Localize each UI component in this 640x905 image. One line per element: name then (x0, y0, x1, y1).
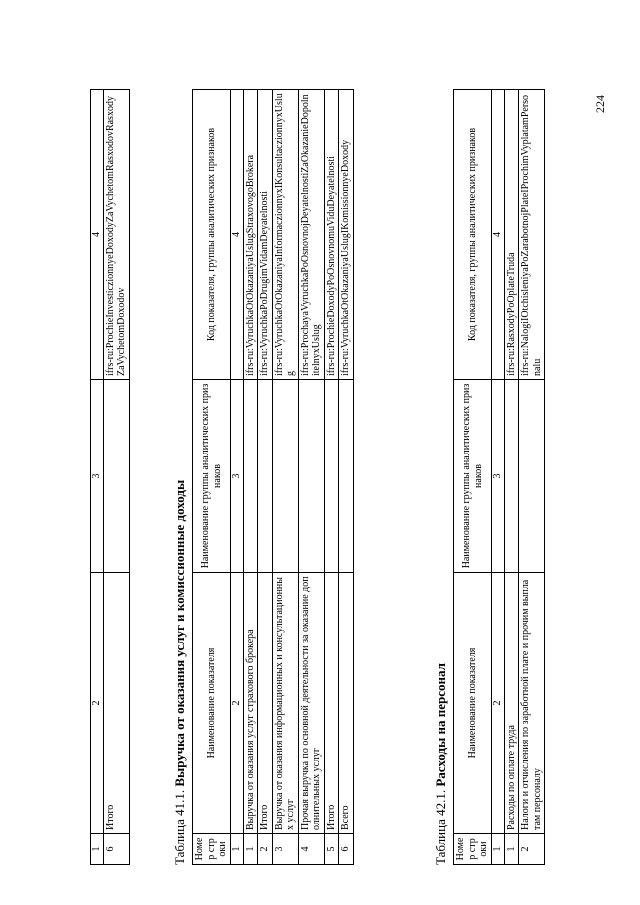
indicator-name: Итого (258, 573, 273, 834)
header-indicator-code: Код показателя, группы аналитических признаков (193, 90, 231, 380)
page-number: 224 (593, 95, 607, 113)
group-name (339, 380, 354, 573)
header-row-number: Номер строки (454, 834, 492, 865)
row-number: 1 (243, 834, 258, 865)
indicator-name: Выручка от оказания информационных и консультационных услуг (272, 573, 298, 834)
indicator-code: ifrs-ru:VyruchkaPoDrugimVidamDeyatelnosti (258, 90, 273, 380)
top-table (90, 89, 130, 865)
colnum: 2 (231, 573, 244, 834)
group-name (298, 380, 324, 573)
group-name (519, 380, 545, 573)
indicator-name: Итого (103, 573, 129, 834)
indicator-name: Прочая выручка по основной деятельности за оказание дополнительных услуг (298, 573, 324, 834)
table-row (298, 90, 324, 865)
colnum: 1 (492, 834, 505, 865)
indicator-name: Расходы по оплате труда (504, 573, 519, 834)
row-number: 4 (298, 834, 324, 865)
row-number: 6 (103, 834, 129, 865)
colnum: 4 (231, 90, 244, 380)
table-row (258, 90, 273, 865)
indicator-code: ifrs-ru:VyruchkaOtOkazaniyaUslugIKomissionnyeDoxody (339, 90, 354, 380)
row-number: 2 (258, 834, 273, 865)
caption-title: Выручка от оказания услуг и комиссионные доходы (172, 479, 187, 787)
group-name (272, 380, 298, 573)
table-41-caption (172, 480, 188, 865)
header-group-name: Наименование группы аналитических признаков (454, 380, 492, 573)
row-number: 2 (519, 834, 545, 865)
colnum: 1 (231, 834, 244, 865)
table-row (339, 90, 354, 865)
indicator-name: Итого (324, 573, 339, 834)
column-numbers-row (492, 90, 505, 865)
colnum: 3 (492, 380, 505, 573)
header-indicator-name: Наименование показателя (193, 573, 231, 834)
colnum: 1 (91, 834, 104, 865)
table-42-caption (433, 663, 449, 865)
indicator-code: ifrs-ru:ProchayaVyruchkaPoOsnovnojDeyatelnostiZaOkazanieDopolnitelnyxUslug (298, 90, 324, 380)
column-numbers-row (231, 90, 244, 865)
indicator-name: Всего (339, 573, 354, 834)
column-numbers-row (91, 90, 104, 865)
header-indicator-code: Код показателя, группы аналитических признаков (454, 90, 492, 380)
colnum: 4 (91, 90, 104, 380)
indicator-code: ifrs-ru:RasxodyPoOplateTruda (504, 90, 519, 380)
caption-number: Таблица 42.1. (433, 789, 448, 865)
indicator-code: ifrs-ru:ProchieInvesticzionnyeDoxodyZaVychetomRasxodovRasxodyZaVychetomDoxodov (103, 90, 129, 380)
caption-title: Расходы на персонал (433, 663, 448, 787)
indicator-code: ifrs-ru:NalogiIOtchisleniyaPoZarabotnojPlateIProchimVyplatamPersonalu (519, 90, 545, 380)
header-row (454, 90, 492, 865)
row-number: 3 (272, 834, 298, 865)
colnum: 2 (91, 573, 104, 834)
table-row (243, 90, 258, 865)
table-41 (192, 89, 354, 865)
group-name (243, 380, 258, 573)
table-row (272, 90, 298, 865)
group-name (324, 380, 339, 573)
header-row-number: Номер строки (193, 834, 231, 865)
table-row (324, 90, 339, 865)
table-42 (453, 89, 545, 865)
indicator-name: Выручка от оказания услуг страхового брокера (243, 573, 258, 834)
indicator-name: Налоги и отчисления по заработной плате и прочим выплатам персоналу (519, 573, 545, 834)
colnum: 3 (91, 380, 104, 573)
header-group-name: Наименование группы аналитических признаков (193, 380, 231, 573)
colnum: 3 (231, 380, 244, 573)
colnum: 2 (492, 573, 505, 834)
group-name (258, 380, 273, 573)
group-name (103, 380, 129, 573)
table-row (519, 90, 545, 865)
table-row (103, 90, 129, 865)
row-number: 6 (339, 834, 354, 865)
indicator-code: ifrs-ru:VyruchkaOtOkazaniyaUslugStraxovogoBrokera (243, 90, 258, 380)
group-name (504, 380, 519, 573)
colnum: 4 (492, 90, 505, 380)
header-indicator-name: Наименование показателя (454, 573, 492, 834)
table-row (504, 90, 519, 865)
row-number: 5 (324, 834, 339, 865)
row-number: 1 (504, 834, 519, 865)
header-row (193, 90, 231, 865)
caption-number: Таблица 41.1. (172, 789, 187, 865)
indicator-code: ifrs-ru:VyruchkaOtOkazaniyaInformaczionnyxIKonsultaczionnyxUslug (272, 90, 298, 380)
indicator-code: ifrs-ru:ProchieDoxodyPoOsnovnomuViduDeyatelnosti (324, 90, 339, 380)
